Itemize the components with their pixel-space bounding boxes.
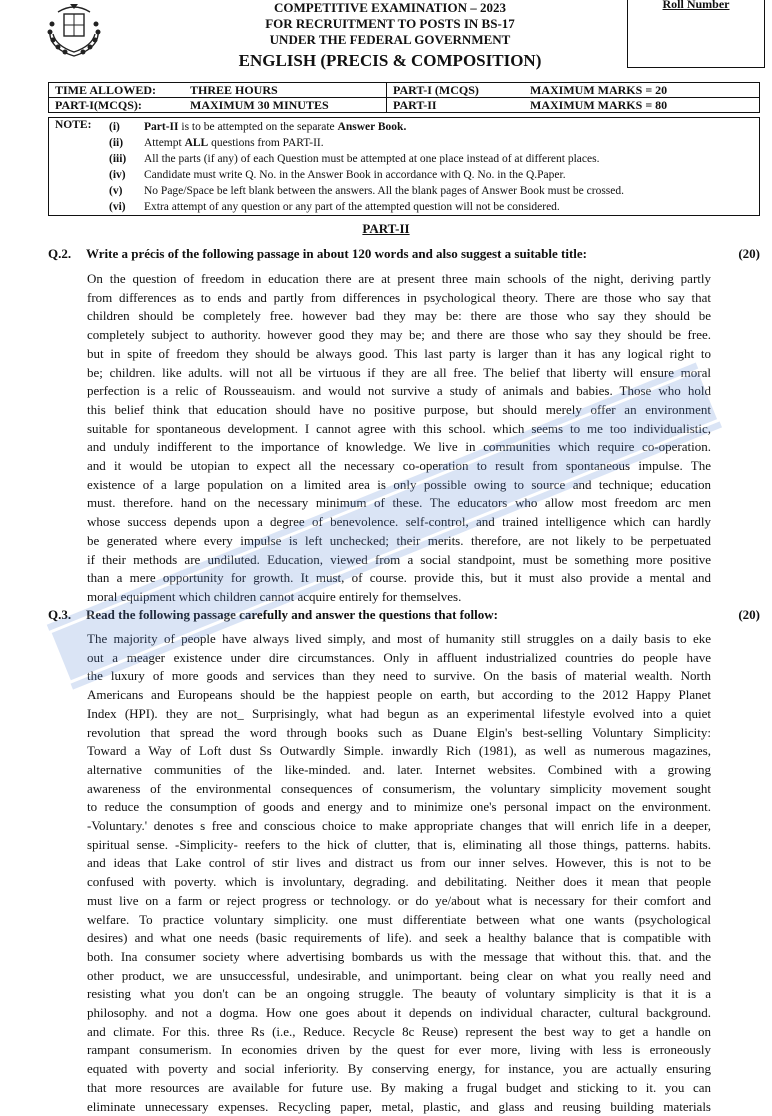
passage-line: both. Ina consumer society where advertising bombards us with the message that without this. that. and the xyxy=(87,948,711,964)
mcq-time-label: PART-I(MCQS): xyxy=(49,98,185,113)
passage-line: philosophy. and not a dogma. How one goes about it depends on individual character, cultural background. xyxy=(87,1005,711,1021)
note-item-number: (iv) xyxy=(109,169,126,181)
question-text: Read the following passage carefully and answer the questions that follow: xyxy=(86,607,498,622)
passage-line: and it would be utopian to expect all the necessary co-operation to result from spontaneous impulse. The xyxy=(87,458,711,474)
passage-line: awareness of the environmental consequences of consumerism, the voluntary simplicity movement sought xyxy=(87,780,711,796)
roll-number-label: Roll Number xyxy=(662,0,730,11)
part-ii-title: PART-II xyxy=(362,221,410,236)
note-item xyxy=(109,167,566,183)
passage-line: but in spite of freedom they should be always good. This last party is larger than it has any logical right to xyxy=(87,345,711,361)
note-item-text: Extra attempt of any question or any part of the attempted question will not be considered. xyxy=(144,201,560,213)
question-3-passage xyxy=(87,630,711,1116)
note-item-number: (iii) xyxy=(109,153,127,165)
subject-title: ENGLISH (PRECIS & COMPOSITION) xyxy=(238,51,542,70)
note-item-number: (ii) xyxy=(109,137,124,149)
note-label: NOTE: xyxy=(55,119,92,131)
passage-line: welfare. To practice voluntary simplicity. one must differentiate between what one wants (psychological xyxy=(87,911,711,927)
passage-line: whose success depends upon a degree of benevolence. self-control, and trained intelligence which can hardly xyxy=(87,514,711,530)
passage-line: if their methods are undiluted. Education, viewed from a social standpoint, must be something more positive xyxy=(87,551,711,567)
question-number: Q.2. xyxy=(48,246,72,261)
note-item-text: Candidate must write Q. No. in the Answer Book in accordance with Q. No. in the Q.Paper. xyxy=(144,169,566,181)
passage-line: be; children. like adults. will not all be virtuous if they are all free. The belief that liberty will ensure moral xyxy=(87,364,711,380)
note-item-text: is to be attempted on the separate xyxy=(178,121,338,133)
passage-line: and climate. For this. three Rs (i.e., Reduce. Recycle 8c Reuse) represent the best way to get a handle on xyxy=(87,1023,711,1039)
passage-line: must. therefore. hand on the necessary minimum of these. The educators who allow most freedom arc men xyxy=(87,495,711,511)
note-item-text: All the parts (if any) of each Question must be attempted at one place instead of at different places. xyxy=(144,153,600,165)
passage-line: equated with poverty and social inferiority. By conserving energy, for instance, you are actually ensuring xyxy=(87,1061,711,1077)
note-item-number: (v) xyxy=(109,185,123,197)
passage-line: confused with poverty. which is involuntary, degrading. and debilitating. Neither does it mean that people xyxy=(87,874,711,890)
time-allowed-value: THREE HOURS xyxy=(184,83,387,98)
passage-line: resisting what you don't can be an ongoing struggle. The beauty of voluntary simplicity is that it is a xyxy=(87,986,711,1002)
passage-line: perfection is a relic of Rousseauism. and would not survive a study of animals and babies. Those who hold xyxy=(87,383,711,399)
passage-line: that more resources are available for future use. By making a frugal budget and sticking to it. you can xyxy=(87,1079,711,1095)
question-text: Write a précis of the following passage in about 120 words and also suggest a suitable title: xyxy=(86,246,587,261)
note-item-text: Part-II xyxy=(144,121,179,133)
note-item xyxy=(109,151,599,167)
passage-line: children should be completely free. however bad they may be: there are those who say they should be xyxy=(87,308,711,324)
mcq-time-value: MAXIMUM 30 MINUTES xyxy=(184,98,387,113)
note-item xyxy=(109,199,560,215)
note-item xyxy=(109,119,406,135)
question-2-passage xyxy=(87,270,711,607)
note-item-text: Answer Book. xyxy=(337,121,407,133)
passage-line: The majority of people have always lived simply, and most of humanity still struggles on a daily basis to eke xyxy=(87,631,711,646)
passage-line: revolution that spread the word through books such as Duane Elgin's best-selling Voluntary Simplicity: xyxy=(87,724,711,740)
passage-line: than a mere opportunity for growth. It must, of course. provide this, but it must also provide a mental and xyxy=(87,570,711,586)
exam-title-line-3: UNDER THE FEDERAL GOVERNMENT xyxy=(269,32,511,47)
note-item-text: Attempt xyxy=(144,137,185,149)
exam-title-line-2: FOR RECRUITMENT TO POSTS IN BS-17 xyxy=(265,16,515,31)
note-item-number: (vi) xyxy=(109,201,126,213)
passage-line: must live on a farm or reject progress or technology. or do ye/about what is necessary for their comfort and xyxy=(87,892,711,908)
table-row xyxy=(49,83,760,98)
passage-line: other product, we are unsuccessful, undesirable, and unimportant. being clear on what you really need and xyxy=(87,967,711,983)
note-item-text: questions from PART-II. xyxy=(208,137,324,149)
passage-line: Americans and Europeans should be the happiest people on earth, but according to the 2012 Happy Planet xyxy=(87,687,711,703)
passage-line: out a meager existence under dire circumstances. Only in affluent industrialized countries do people have xyxy=(87,649,711,665)
table-row xyxy=(49,98,760,113)
passage-line: existence of a large population on a limited area is only possible owing to source and technique; education xyxy=(87,476,711,492)
passage-line: to reduce the consumption of goods and energy and to minimize one's personal impact on the environment. xyxy=(87,799,711,815)
passage-line: and ideas that Lake control of stir lives and distract us from our inner selves. However, this is not to be xyxy=(87,855,711,871)
exam-info-table xyxy=(48,82,760,113)
part1-label: PART-I (MCQS) xyxy=(387,83,525,98)
note-item xyxy=(109,135,324,151)
passage-line: spiritual sense. -Simplicity- reefers to the hick of clutter, that is, eliminating all those things, patterns. habits. xyxy=(87,836,711,852)
note-item-number: (i) xyxy=(109,121,120,133)
passage-line: completely subject to authority. however good they may be; and there are those who say they should be free. xyxy=(87,327,711,343)
passage-line: eliminate unnecessary expenses. Recycling paper, metal, plastic, and glass and reusing building materials xyxy=(87,1098,711,1114)
passage-line: On the question of freedom in education there are at present three main schools of the night, deriving partly xyxy=(87,271,711,286)
passage-line: this belief think that education should have no positive purpose, but should merely offer an environment xyxy=(87,401,711,417)
part2-marks: MAXIMUM MARKS = 80 xyxy=(524,98,760,113)
note-item-text: ALL xyxy=(184,137,209,149)
time-allowed-label: TIME ALLOWED: xyxy=(49,83,185,98)
passage-line: -Voluntary.' denotes s free and conscious choice to make appropriate changes that will enrich life in a deeper, xyxy=(87,818,711,834)
passage-line: Index (HPI). they are not_ Surprisingly, what had begun as an experimental lifestyle evolved into a quiet xyxy=(87,705,711,721)
passage-line: alternative communities of the like-minded. and. later. Internet websites. Combined with a growing xyxy=(87,761,711,777)
passage-line: suitable for spontaneous development. I cannot agree with this school. which seems to me too individualistic, xyxy=(87,420,711,436)
roll-number-box xyxy=(627,0,765,68)
passage-line: rampant consumerism. In economies driven by the quest for ever more, living with less is erroneously xyxy=(87,1042,711,1058)
passage-line: moral equipment which children cannot acquire entirely for themselves. xyxy=(87,588,462,604)
question-marks: (20) xyxy=(738,607,760,622)
part2-label: PART-II xyxy=(387,98,525,113)
passage-line: Toward a Way of Loft dust Ss Outwardly Simple. inwardly Rich (1981), as well as numerous magazines, xyxy=(87,743,711,759)
exam-title-line-1: COMPETITIVE EXAMINATION – 2023 xyxy=(274,0,506,15)
government-seal-icon xyxy=(44,0,104,58)
passage-line: the luxury of more goods and services than they need to survive. On the basis of material wealth. North xyxy=(87,668,711,684)
exam-header xyxy=(200,0,580,71)
passage-line: and unduly indifferent to the importance of knowledge. We live in communities which require co-operation. xyxy=(87,439,711,455)
passage-line: from differences as to ends and partly from differences in psychological theory. There are those who say that xyxy=(87,289,711,305)
instructions-note xyxy=(48,117,760,216)
passage-line: desires) and what one needs (basic requirements of life). and seek a healthy balance that is compatible with xyxy=(87,930,711,946)
question-number: Q.3. xyxy=(48,607,72,622)
note-item-text: No Page/Space be left blank between the answers. All the blank pages of Answer Book must be crossed. xyxy=(144,185,625,197)
note-item xyxy=(109,183,624,199)
part1-marks: MAXIMUM MARKS = 20 xyxy=(524,83,760,98)
question-marks: (20) xyxy=(738,246,760,261)
passage-line: be generated where every impulse is left unchecked; their merits. therefore, are not likely to be perpetuated xyxy=(87,532,711,548)
